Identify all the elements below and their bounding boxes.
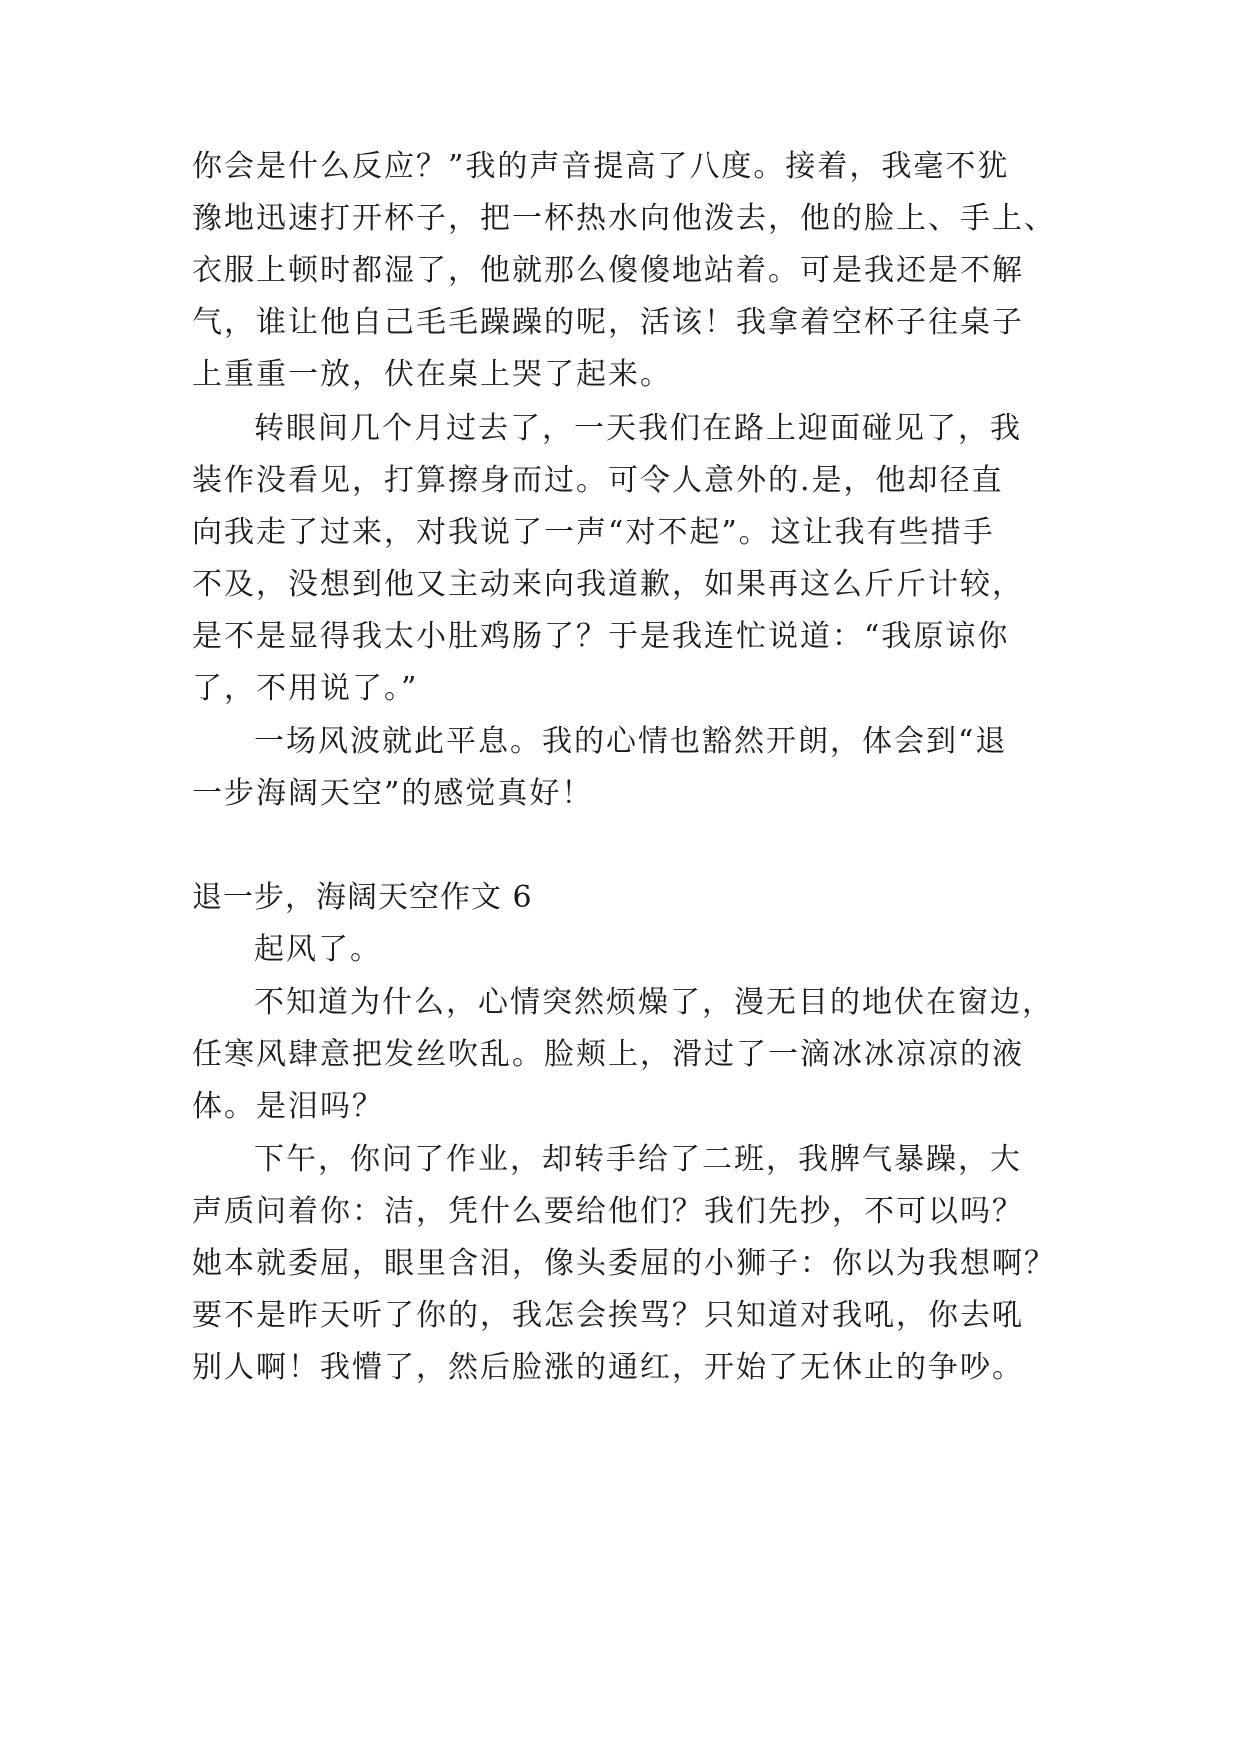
text-line: 不知道为什么，心情突然烦燥了，漫无目的地伏在窗边， bbox=[254, 985, 1054, 1020]
text-line: 体。是泪吗？ bbox=[192, 1089, 384, 1124]
text-line: 任寒风肆意把发丝吹乱。脸颊上，滑过了一滴冰冰凉凉的液 bbox=[192, 1037, 1024, 1072]
section-heading: 退一步，海阔天空作文 6 bbox=[192, 880, 533, 915]
text-line: 起风了。 bbox=[254, 932, 382, 967]
text-line: 不及，没想到他又主动来向我道歉，如果再这么斤斤计较， bbox=[192, 567, 1024, 602]
text-line: 要不是昨天听了你的，我怎会挨骂？只知道对我吼，你去吼 bbox=[192, 1298, 1024, 1333]
text-line: 别人啊！我懵了，然后脸涨的通红，开始了无休止的争吵。 bbox=[192, 1350, 1024, 1385]
text-line: 上重重一放，伏在桌上哭了起来。 bbox=[192, 357, 672, 392]
text-line: 了，不用说了。” bbox=[192, 671, 419, 706]
text-line: 是不是显得我太小肚鸡肠了？于是我连忙说道：“我原谅你 bbox=[192, 619, 1010, 654]
text-line: 你会是什么反应？”我的声音提高了八度。接着，我毫不犹 bbox=[192, 149, 1010, 184]
text-line: 装作没看见，打算擦身而过。可令人意外的.是，他却径直 bbox=[192, 463, 1004, 498]
text-line: 下午，你问了作业，却转手给了二班，我脾气暴躁，大 bbox=[254, 1142, 1022, 1177]
text-line: 转眼间几个月过去了，一天我们在路上迎面碰见了，我 bbox=[254, 411, 1022, 446]
text-line: 她本就委屈，眼里含泪，像头委屈的小狮子：你以为我想啊？ bbox=[192, 1246, 1056, 1281]
text-line: 气，谁让他自己毛毛躁躁的呢，活该！我拿着空杯子往桌子 bbox=[192, 305, 1024, 340]
text-line: 一场风波就此平息。我的心情也豁然开朗，体会到“退 bbox=[254, 724, 1008, 759]
text-line: 豫地迅速打开杯子，把一杯热水向他泼去，他的脸上、手上、 bbox=[192, 201, 1056, 236]
text-line: 向我走了过来，对我说了一声“对不起”。这让我有些措手 bbox=[192, 515, 995, 550]
text-line: 声质问着你：洁，凭什么要给他们？我们先抄，不可以吗？ bbox=[192, 1194, 1024, 1229]
text-line: 衣服上顿时都湿了，他就那么傻傻地站着。可是我还是不解 bbox=[192, 253, 1024, 288]
text-line: 一步海阔天空”的感觉真好！ bbox=[192, 776, 594, 811]
